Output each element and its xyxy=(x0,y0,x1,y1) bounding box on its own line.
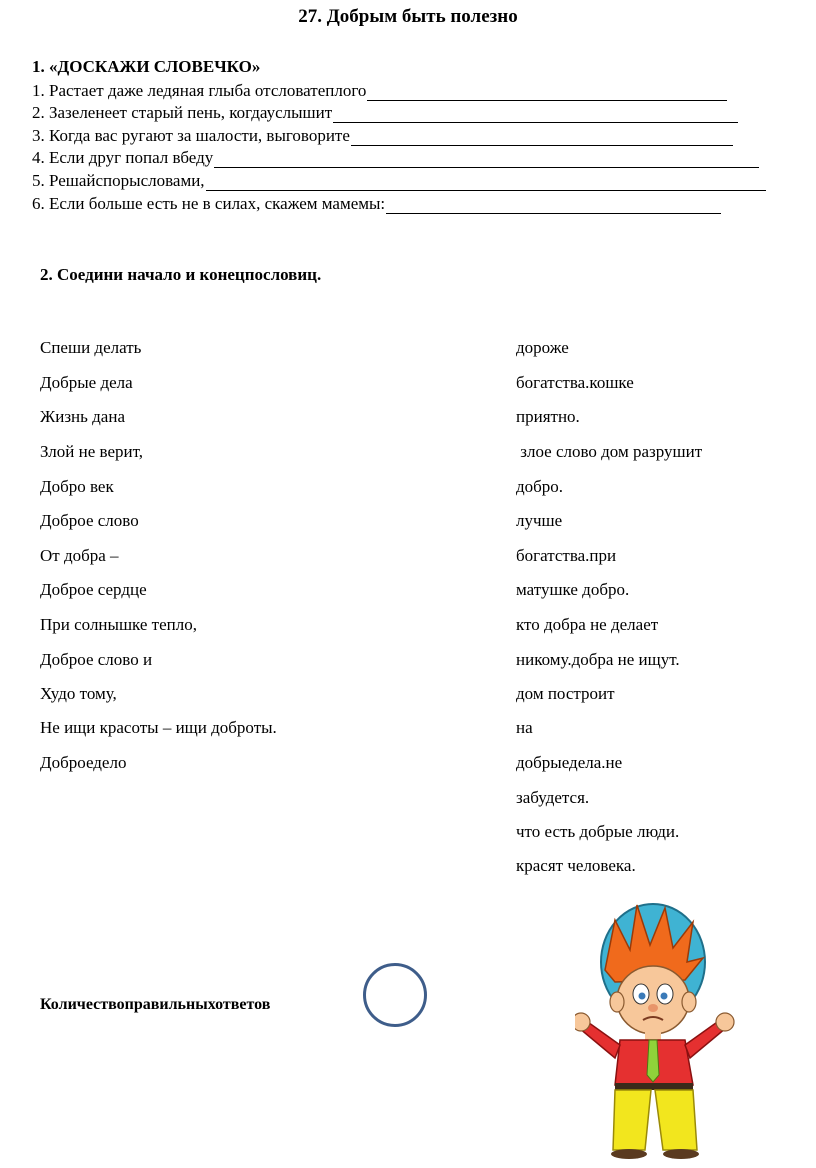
fill-line-1 xyxy=(32,81,727,101)
fill-line-text: 4. Если друг попал вбеду xyxy=(32,148,214,167)
proverb-start: При солнышке тепло, xyxy=(40,615,197,634)
proverb-end: дом построит xyxy=(516,684,615,703)
fill-line-text: 1. Растает даже ледяная глыба отсловатеплого xyxy=(32,81,367,100)
proverb-start: Доброе слово xyxy=(40,511,139,530)
fill-line-2 xyxy=(32,103,738,123)
fill-line-text: 5. Решайспорысловами, xyxy=(32,171,205,190)
page-title: 27. Добрым быть полезно xyxy=(298,6,518,27)
proverb-end: дороже xyxy=(516,338,569,357)
proverb-end: добрыеделa.не xyxy=(516,753,623,772)
proverb-start: Жизнь дана xyxy=(40,407,125,426)
fill-line-text: 3. Когда вас ругают за шалости, выговорите xyxy=(32,126,350,145)
proverb-start: Доброе сердце xyxy=(40,580,147,599)
section2-heading: 2. Соедини начало и конецпословиц. xyxy=(40,265,322,284)
proverb-start: Злой не верит, xyxy=(40,442,143,461)
answer-blank[interactable] xyxy=(206,174,766,191)
answer-blank[interactable] xyxy=(367,84,727,101)
proverb-start: Доброедело xyxy=(40,753,127,772)
proverb-end: что есть добрые люди. xyxy=(516,822,680,841)
section1-heading: 1. «ДОСКАЖИ СЛОВЕЧКО» xyxy=(32,57,261,76)
fill-line-6 xyxy=(32,194,721,214)
proverb-end: злое слово дом разрушит xyxy=(516,442,703,461)
proverb-start: Добрые дела xyxy=(40,373,133,392)
proverb-start: Спеши делать xyxy=(40,338,142,357)
answer-blank[interactable] xyxy=(351,129,733,146)
answer-blank[interactable] xyxy=(214,151,759,168)
fill-line-5 xyxy=(32,171,766,191)
fill-line-4 xyxy=(32,148,759,168)
proverb-end: на xyxy=(516,718,533,737)
proverb-end: приятно. xyxy=(516,407,580,426)
proverb-end: никому.добра не ищут. xyxy=(516,650,680,669)
empty-circle-icon[interactable] xyxy=(363,963,427,1027)
proverb-start: Добро век xyxy=(40,477,114,496)
proverb-end: добро. xyxy=(516,477,564,496)
score-label: Количествоправильныхответов xyxy=(40,996,271,1013)
answer-blank[interactable] xyxy=(386,197,721,214)
proverb-end: кто добра не делает xyxy=(516,615,659,634)
fill-line-text: 6. Если больше есть не в силах, скажем мамемы: xyxy=(32,194,386,213)
proverb-end: матушке добро. xyxy=(516,580,630,599)
proverb-end: богатства.при xyxy=(516,546,617,565)
proverb-end: забудется. xyxy=(516,788,590,807)
cartoon-boy-icon xyxy=(575,900,745,1160)
answer-blank[interactable] xyxy=(333,106,738,123)
fill-line-text: 2. Зазеленеет старый пень, когдауслышит xyxy=(32,103,333,122)
proverb-start: Доброе слово и xyxy=(40,650,153,669)
proverb-start: От добра – xyxy=(40,546,119,565)
proverb-end: лучше xyxy=(516,511,563,530)
proverb-start: Худо тому, xyxy=(40,684,117,703)
fill-line-3 xyxy=(32,126,733,146)
proverb-end: богатства.кошке xyxy=(516,373,634,392)
proverb-start: Не ищи красоты – ищи доброты. xyxy=(40,718,277,737)
proverb-end: красят человека. xyxy=(516,856,636,875)
